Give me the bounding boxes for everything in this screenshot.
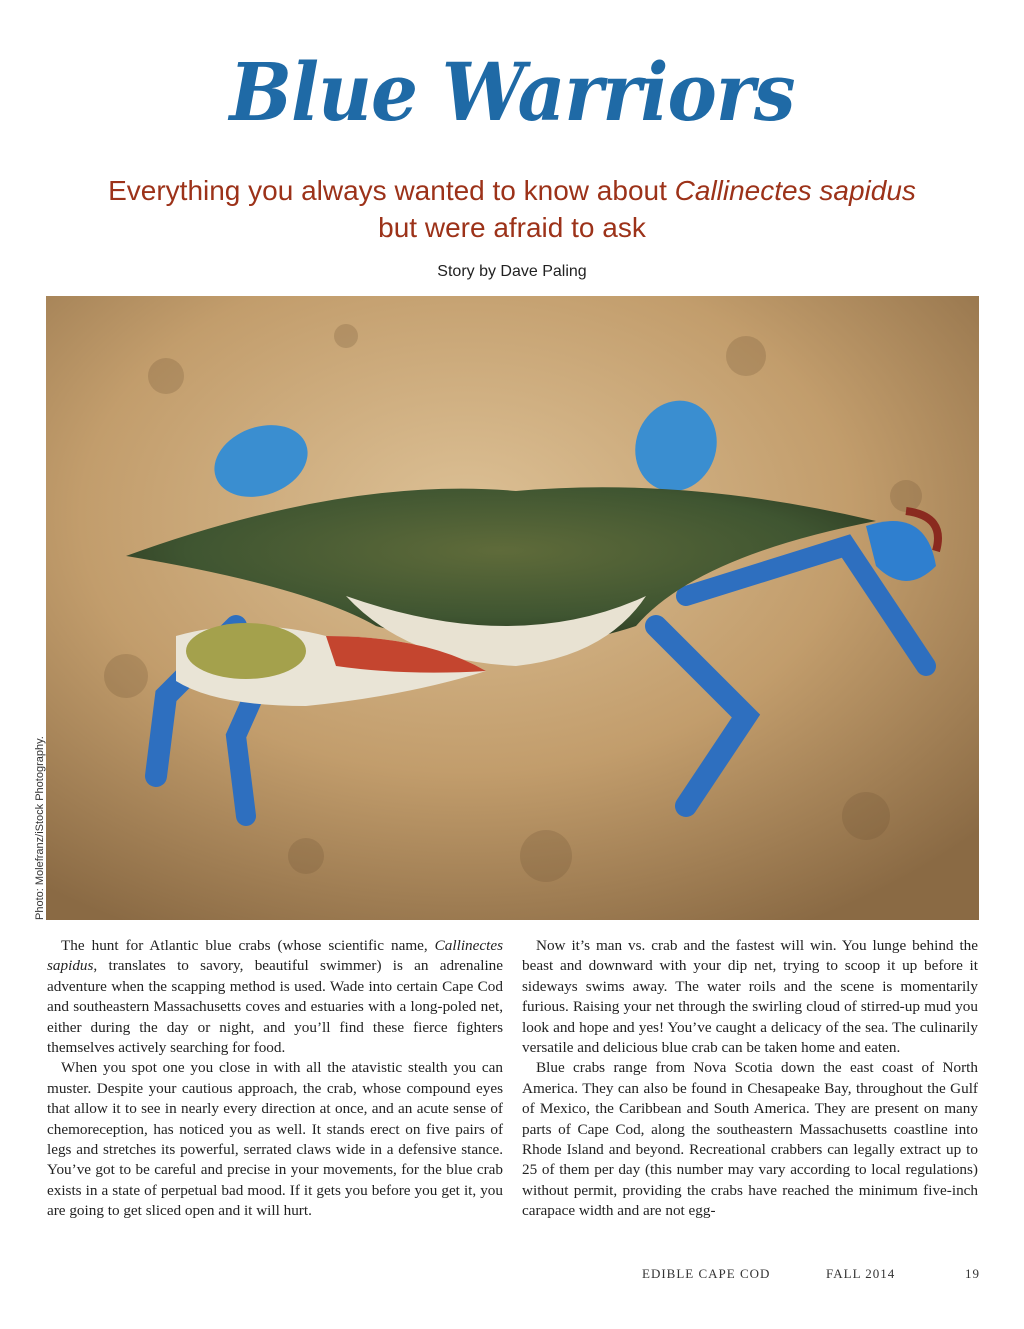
footer-page-number: 19 (965, 1266, 980, 1281)
byline: Story by Dave Paling (437, 263, 587, 280)
article-column-right (522, 936, 978, 1222)
subtitle-species-name: Callinectes sapidus (674, 175, 916, 206)
subtitle-text: Everything you always wanted to know about (108, 175, 675, 206)
paragraph (47, 936, 503, 1058)
species-name: Callinectes sapidus (47, 937, 503, 975)
footer-publication: EDIBLE CAPE COD (642, 1266, 771, 1281)
paragraph-text: , translates to savory, beautiful swimmer) is an adrenaline adventure when the scapping method is used. Wade into certain Cape Cod and southeastern Massachusetts coves and estuaries with a long-poled net, either during the day or night, and you’ll find these fierce fighters themselves actively searching for food. (47, 957, 503, 1057)
footer-issue: FALL 2014 (826, 1266, 896, 1281)
article-title: Blue Warriors (229, 46, 795, 140)
article-subtitle (40, 172, 984, 246)
paragraph: When you spot one you close in with all the atavistic stealth you can muster. Despite your cautious approach, the crab, whose compound eyes that allow it to see in nearly every direction at once, and an acute sense of chemoreception, has noticed you as well. It stands erect on five pairs of legs and stretches its powerful, serrated claws wide in a defensive stance. You’ve got to be careful and precise in your movements, for the blue crab exists in a state of perpetual bad mood. If it gets you before you get it, you are going to get sliced open and it will hurt. (47, 1059, 503, 1220)
article-column-left (47, 936, 503, 1222)
subtitle-text-line2: but were afraid to ask (378, 212, 646, 243)
photo-credit: Photo: Molefranz/iStock Photography. (34, 736, 46, 920)
paragraph: Now it’s man vs. crab and the fastest will win. You lunge behind the beast and downward with your dip net, trying to scoop it up before it sideways swims away. The water roils and the scene is momentarily furious. Raising your net through the swirling cloud of stirred-up mud you look and hope and yes! You’ve caught a delicacy of the sea. The culinarily versatile and delicious blue crab can be taken home and eaten. (522, 937, 978, 1057)
blue-crab-photo (46, 296, 979, 920)
paragraph-text: The hunt for Atlantic blue crabs (whose scientific name, (61, 937, 435, 954)
paragraph: Blue crabs range from Nova Scotia down the east coast of North America. They can also be found in Chesapeake Bay, throughout the Gulf of Mexico, the Caribbean and South America. They are present on many parts of Cape Cod, along the southeastern Massachusetts coastline into Rhode Island and beyond. Recreational crabbers can legally extract up to 25 of them per day (this number may vary according to local regulations) without permit, providing the crabs have reached the minimum five-inch carapace width and are not egg- (522, 1059, 978, 1220)
